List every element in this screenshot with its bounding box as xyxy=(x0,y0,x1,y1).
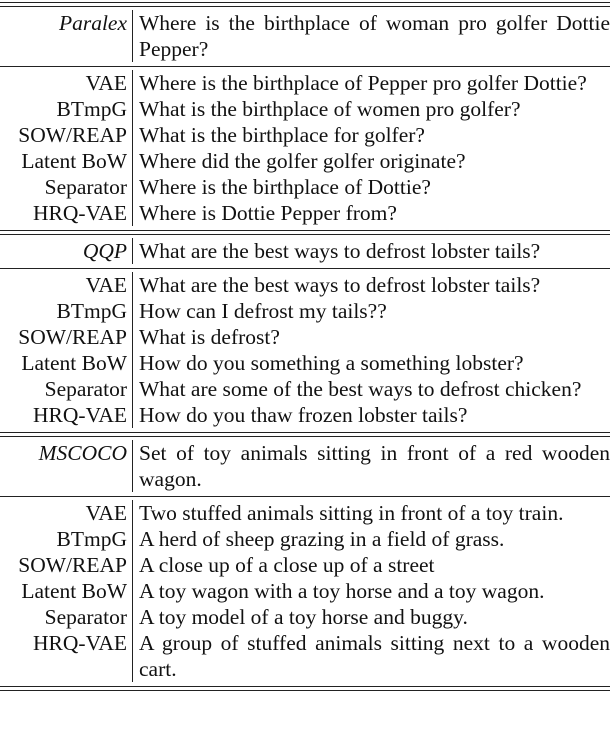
table-row xyxy=(0,272,610,298)
table-row xyxy=(0,70,610,96)
model-label: Latent BoW xyxy=(0,350,133,376)
model-label: VAE xyxy=(0,70,133,96)
model-label: VAE xyxy=(0,272,133,298)
model-output: How do you something a something lobster? xyxy=(139,351,524,375)
reference-row xyxy=(0,440,610,492)
table-row xyxy=(0,526,610,552)
table-row xyxy=(0,552,610,578)
model-label: SOW/REAP xyxy=(0,122,133,148)
model-output: A toy wagon with a toy horse and a toy wagon. xyxy=(139,579,545,603)
model-output: Where is the birthplace of Pepper pro golfer Dottie? xyxy=(139,71,587,95)
table-row xyxy=(0,200,610,226)
table-row xyxy=(0,324,610,350)
table-row xyxy=(0,298,610,324)
model-output: What is the birthplace for golfer? xyxy=(139,123,425,147)
reference-text: What are the best ways to defrost lobster tails? xyxy=(139,239,541,263)
model-output: How can I defrost my tails?? xyxy=(139,299,387,323)
model-label: Separator xyxy=(0,604,133,630)
reference-group xyxy=(0,7,610,66)
model-label: Latent BoW xyxy=(0,578,133,604)
outputs-group xyxy=(0,497,610,686)
model-output: Two stuffed animals sitting in front of a toy train. xyxy=(139,501,564,525)
reference-row xyxy=(0,10,610,62)
outputs-group xyxy=(0,67,610,230)
model-output: A group of stuffed animals sitting next to a wooden cart. xyxy=(139,631,610,681)
table-row xyxy=(0,96,610,122)
model-label: BTmpG xyxy=(0,526,133,552)
double-rule xyxy=(0,686,610,691)
table-row xyxy=(0,630,610,682)
model-label: Latent BoW xyxy=(0,148,133,174)
model-output: A close up of a close up of a street xyxy=(139,553,435,577)
table-row xyxy=(0,604,610,630)
dataset-label: QQP xyxy=(0,238,133,264)
table-row xyxy=(0,174,610,200)
model-output: What is defrost? xyxy=(139,325,280,349)
model-label: HRQ-VAE xyxy=(0,200,133,226)
model-label: BTmpG xyxy=(0,298,133,324)
table-row xyxy=(0,376,610,402)
reference-row xyxy=(0,238,610,264)
table-row xyxy=(0,578,610,604)
model-label: SOW/REAP xyxy=(0,324,133,350)
model-label: VAE xyxy=(0,500,133,526)
reference-group xyxy=(0,437,610,496)
table-row xyxy=(0,500,610,526)
model-output: What are the best ways to defrost lobster tails? xyxy=(139,273,541,297)
table-row xyxy=(0,350,610,376)
model-output: What is the birthplace of women pro golfer? xyxy=(139,97,521,121)
model-output: What are some of the best ways to defrost chicken? xyxy=(139,377,582,401)
model-label: HRQ-VAE xyxy=(0,630,133,682)
dataset-label: MSCOCO xyxy=(0,440,133,492)
model-output: A toy model of a toy horse and buggy. xyxy=(139,605,468,629)
model-label: BTmpG xyxy=(0,96,133,122)
model-label: Separator xyxy=(0,174,133,200)
model-label: SOW/REAP xyxy=(0,552,133,578)
model-output: Where did the golfer golfer originate? xyxy=(139,149,466,173)
model-output: Where is Dottie Pepper from? xyxy=(139,201,397,225)
outputs-group xyxy=(0,269,610,432)
model-output: How do you thaw frozen lobster tails? xyxy=(139,403,468,427)
table-row xyxy=(0,122,610,148)
model-label: HRQ-VAE xyxy=(0,402,133,428)
model-output: A herd of sheep grazing in a field of grass. xyxy=(139,527,505,551)
model-label: Separator xyxy=(0,376,133,402)
reference-group xyxy=(0,235,610,268)
model-output: Where is the birthplace of Dottie? xyxy=(139,175,431,199)
reference-text: Where is the birthplace of woman pro golfer Dottie Pepper? xyxy=(139,11,610,61)
reference-text: Set of toy animals sitting in front of a red wooden wagon. xyxy=(139,441,610,491)
table-row xyxy=(0,402,610,428)
dataset-label: Paralex xyxy=(0,10,133,62)
table-row xyxy=(0,148,610,174)
